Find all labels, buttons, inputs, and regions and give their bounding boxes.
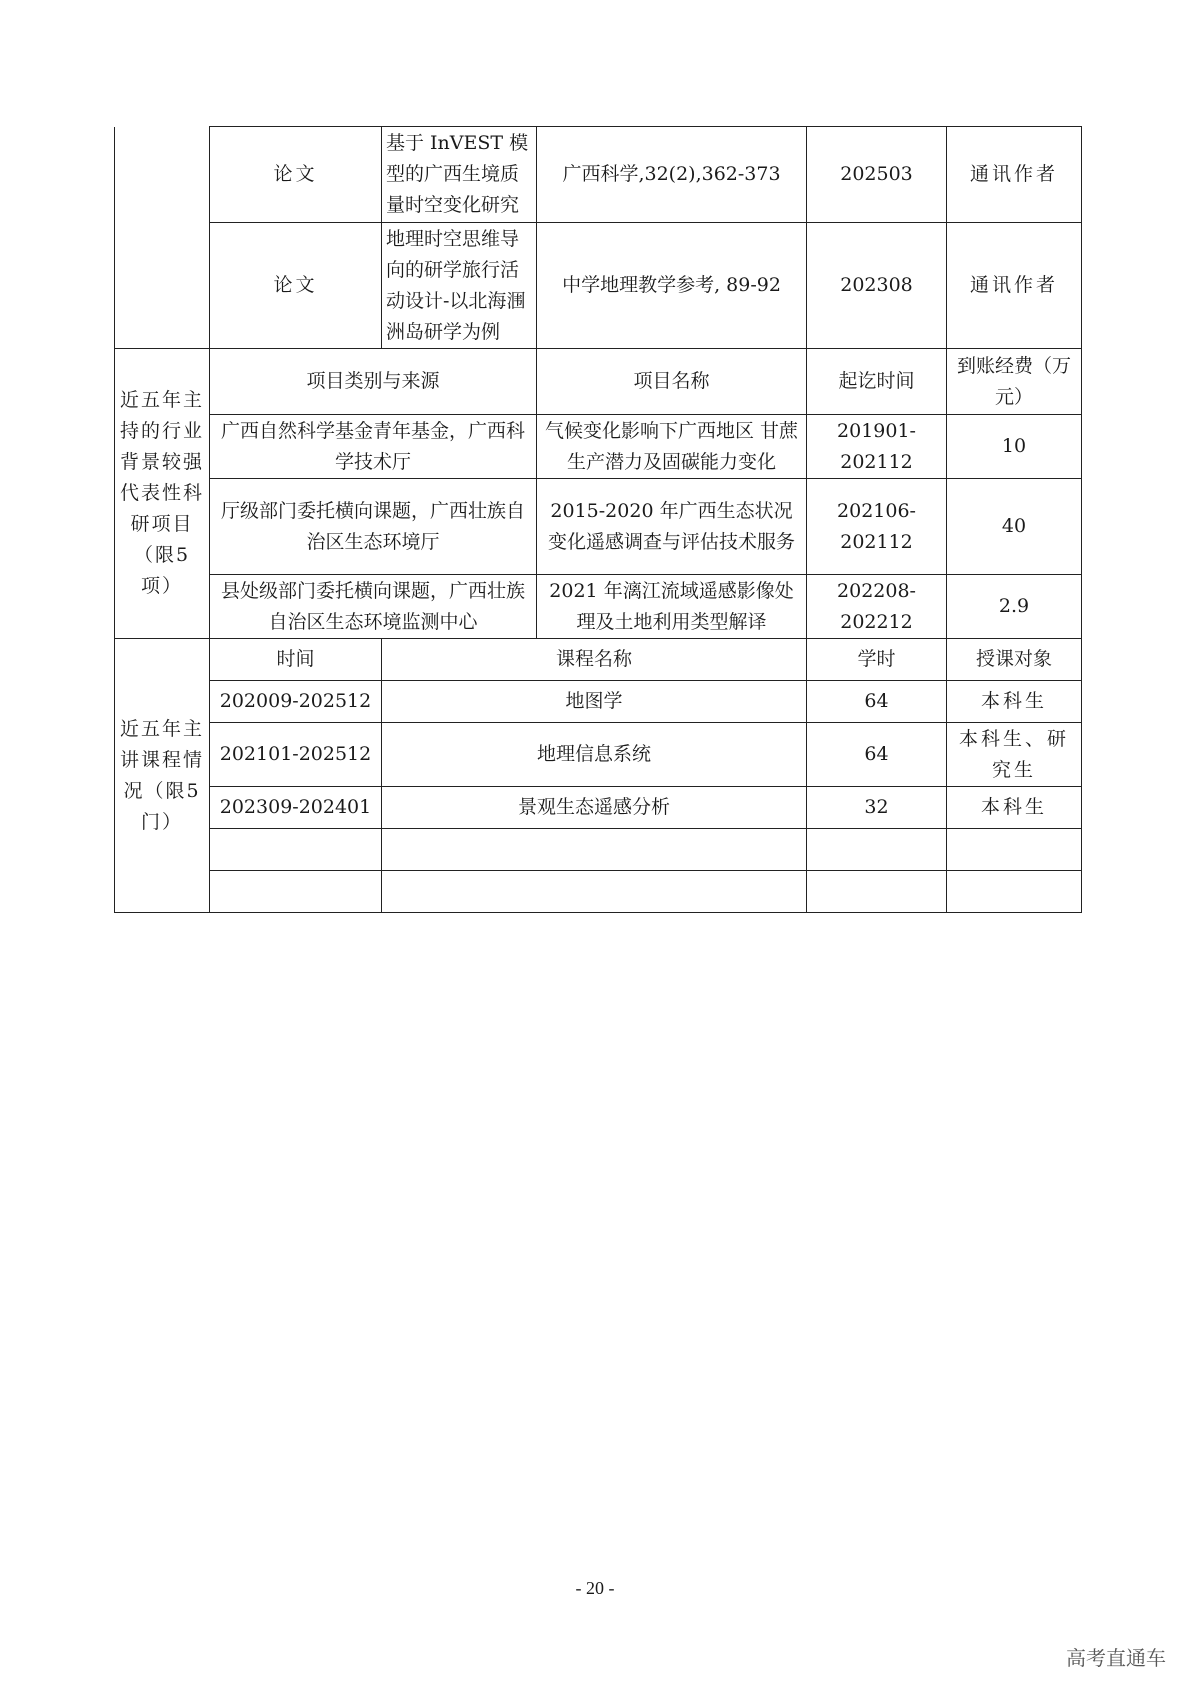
- courses-header-audience: 授课对象: [947, 639, 1082, 681]
- paper-source: 广西科学,32(2),362-373: [537, 127, 807, 223]
- courses-header-time: 时间: [210, 639, 382, 681]
- course-name: [382, 829, 807, 871]
- paper-type: 论文: [210, 127, 382, 223]
- project-category: 县处级部门委托横向课题，广西壮族自治区生态环境监测中心: [210, 575, 537, 639]
- course-hours: 32: [807, 787, 947, 829]
- paper-date: 202308: [807, 223, 947, 349]
- course-row: [115, 723, 1082, 787]
- course-audience: 本科生、研究生: [947, 723, 1082, 787]
- course-audience: 本科生: [947, 681, 1082, 723]
- project-row: [115, 415, 1082, 479]
- project-category: 广西自然科学基金青年基金，广西科学技术厅: [210, 415, 537, 479]
- paper-title: 基于 InVEST 模型的广西生境质量时空变化研究: [382, 127, 537, 223]
- project-name: 2021 年漓江流域遥感影像处理及土地利用类型解译: [537, 575, 807, 639]
- projects-section-label: 近五年主持的行业背景较强代表性科研项目（限5项）: [115, 349, 210, 639]
- course-audience: 本科生: [947, 787, 1082, 829]
- paper-title: 地理时空思维导向的研学旅行活动设计-以北海涠洲岛研学为例: [382, 223, 537, 349]
- project-row: [115, 479, 1082, 575]
- watermark: 高考直通车: [1066, 1646, 1166, 1670]
- course-audience: [947, 871, 1082, 913]
- projects-header-row: [115, 349, 1082, 415]
- project-name: 2015-2020 年广西生态状况变化遥感调查与评估技术服务: [537, 479, 807, 575]
- course-name: 地图学: [382, 681, 807, 723]
- course-hours: [807, 829, 947, 871]
- project-period: 202208-202212: [807, 575, 947, 639]
- resume-table: [114, 126, 1082, 913]
- course-name: 景观生态遥感分析: [382, 787, 807, 829]
- course-time: 202309-202401: [210, 787, 382, 829]
- course-hours: [807, 871, 947, 913]
- project-category: 厅级部门委托横向课题，广西壮族自治区生态环境厅: [210, 479, 537, 575]
- course-time: 202101-202512: [210, 723, 382, 787]
- courses-section-label: 近五年主讲课程情况（限5门）: [115, 639, 210, 913]
- course-row-empty: [115, 871, 1082, 913]
- project-funding: 2.9: [947, 575, 1082, 639]
- page-number: - 20 -: [575, 1578, 615, 1598]
- projects-header-funding: 到账经费（万元）: [947, 349, 1082, 415]
- course-name: 地理信息系统: [382, 723, 807, 787]
- project-row: [115, 575, 1082, 639]
- course-hours: 64: [807, 723, 947, 787]
- project-funding: 10: [947, 415, 1082, 479]
- course-row: [115, 681, 1082, 723]
- projects-header-period: 起讫时间: [807, 349, 947, 415]
- papers-section-label: [115, 127, 210, 349]
- course-time: [210, 871, 382, 913]
- project-name: 气候变化影响下广西地区 甘蔗生产潜力及固碳能力变化: [537, 415, 807, 479]
- paper-row: [115, 127, 1082, 223]
- course-time: [210, 829, 382, 871]
- paper-date: 202503: [807, 127, 947, 223]
- paper-role: 通讯作者: [947, 223, 1082, 349]
- course-name: [382, 871, 807, 913]
- courses-header-name: 课程名称: [382, 639, 807, 681]
- paper-source: 中学地理教学参考, 89-92: [537, 223, 807, 349]
- course-time: 202009-202512: [210, 681, 382, 723]
- course-hours: 64: [807, 681, 947, 723]
- projects-header-category: 项目类别与来源: [210, 349, 537, 415]
- course-row: [115, 787, 1082, 829]
- paper-role: 通讯作者: [947, 127, 1082, 223]
- courses-header-hours: 学时: [807, 639, 947, 681]
- projects-header-name: 项目名称: [537, 349, 807, 415]
- courses-header-row: [115, 639, 1082, 681]
- project-period: 202106-202112: [807, 479, 947, 575]
- course-audience: [947, 829, 1082, 871]
- project-funding: 40: [947, 479, 1082, 575]
- project-period: 201901-202112: [807, 415, 947, 479]
- paper-row: [115, 223, 1082, 349]
- course-row-empty: [115, 829, 1082, 871]
- paper-type: 论文: [210, 223, 382, 349]
